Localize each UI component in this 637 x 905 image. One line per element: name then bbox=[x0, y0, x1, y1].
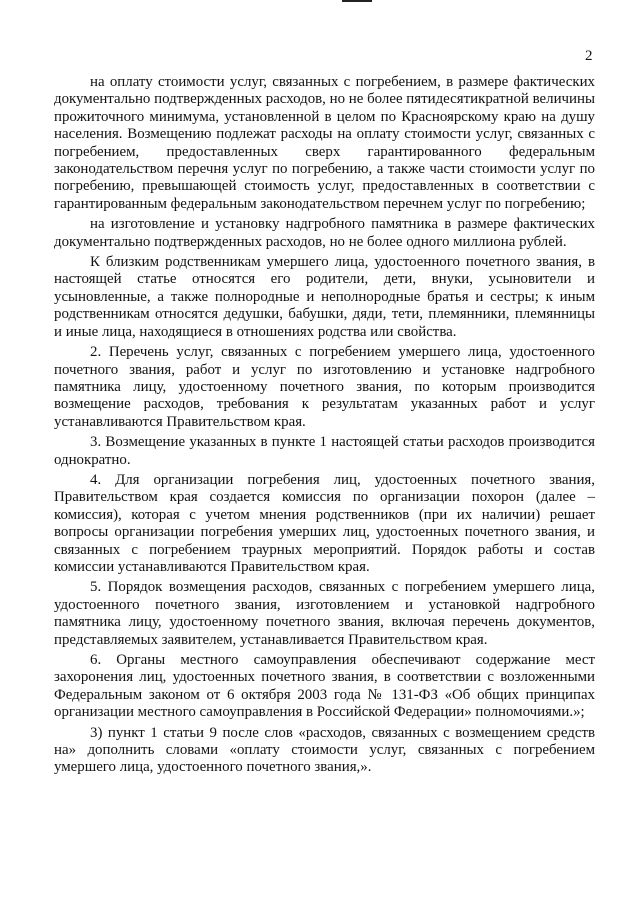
paragraph-point-5: 5. Порядок возмещения расходов, связанных с погребением умершего лица, удостоенного почетного звания, изготовлением и установкой надгробного памятника лицу, удостоенному почетного звания, включая перечень документов, представляемых заявителем, устанавливается Правительством края. bbox=[54, 579, 595, 648]
paragraph-close-relatives: К близким родственникам умершего лица, удостоенного почетного звания, в настоящей статье относятся его родители, дети, внуки, усыновители и усыновленные, а также полнородные и неполнородные братья и сестры; к иным родственникам относятся дедушки, бабушки, дяди, тети, племянники, племянницы и иные лица, находящиеся в отношениях родства или свойства. bbox=[54, 254, 595, 340]
page-number: 2 bbox=[585, 48, 593, 64]
paragraph-point-2: 2. Перечень услуг, связанных с погребением умершего лица, удостоенного почетного звания, работ и услуг по изготовлению и установке надгробного памятника лицу, удостоенному почетного звания, по которым производится возмещение расходов, требования к результатам указанных работ и услуг устанавливаются Правительством края. bbox=[54, 344, 595, 430]
paragraph-burial-services-cost: на оплату стоимости услуг, связанных с погребением, в размере фактических документально подтвержденных расходов, но не более пятидесятикратной величины прожиточного минимума, установленной в целом по Красноярскому краю на душу населения. Возмещению подлежат расходы на оплату стоимости услуг, связанных с погребением, предоставленных сверх гарантированного федеральным законодательством перечня услуг по погребению, а также части стоимости услуг по погребению, превышающей стоимость услуг, предоставленных в соответствии с гарантированным федеральным законодательством перечнем услуг по погребению; bbox=[54, 74, 595, 212]
paragraph-point-6: 6. Органы местного самоуправления обеспечивают содержание мест захоронения лиц, удостоенных почетного звания, в соответствии с возложенными Федеральным законом от 6 октября 2003 года № 131-ФЗ «Об общих принципах организации местного самоуправления в Российской Федерации» полномочиями.»; bbox=[54, 652, 595, 721]
paragraph-amendment-3: 3) пункт 1 статьи 9 после слов «расходов, связанных с возмещением средств на» дополнить словами «оплату стоимости услуг, связанных с погребением умершего лица, удостоенного почетного звания,». bbox=[54, 724, 595, 776]
paragraph-monument-cost: на изготовление и установку надгробного памятника в размере фактических документально подтвержденных расходов, но не более одного миллиона рублей. bbox=[54, 216, 595, 250]
paragraph-point-4: 4. Для организации погребения лиц, удостоенных почетного звания, Правительством края создается комиссия по организации похорон (далее – комиссия), которая с учетом мнения родственников (при их наличии) решает вопросы организации погребения умерших лиц, удостоенных почетного звания, и связанных с погребением траурных мероприятий. Порядок работы и состав комиссии устанавливаются Правительством края. bbox=[54, 471, 595, 575]
paragraph-point-3: 3. Возмещение указанных в пункте 1 настоящей статьи расходов производится однократно. bbox=[54, 434, 595, 468]
document-body bbox=[54, 74, 595, 777]
top-scan-mark bbox=[342, 0, 372, 2]
